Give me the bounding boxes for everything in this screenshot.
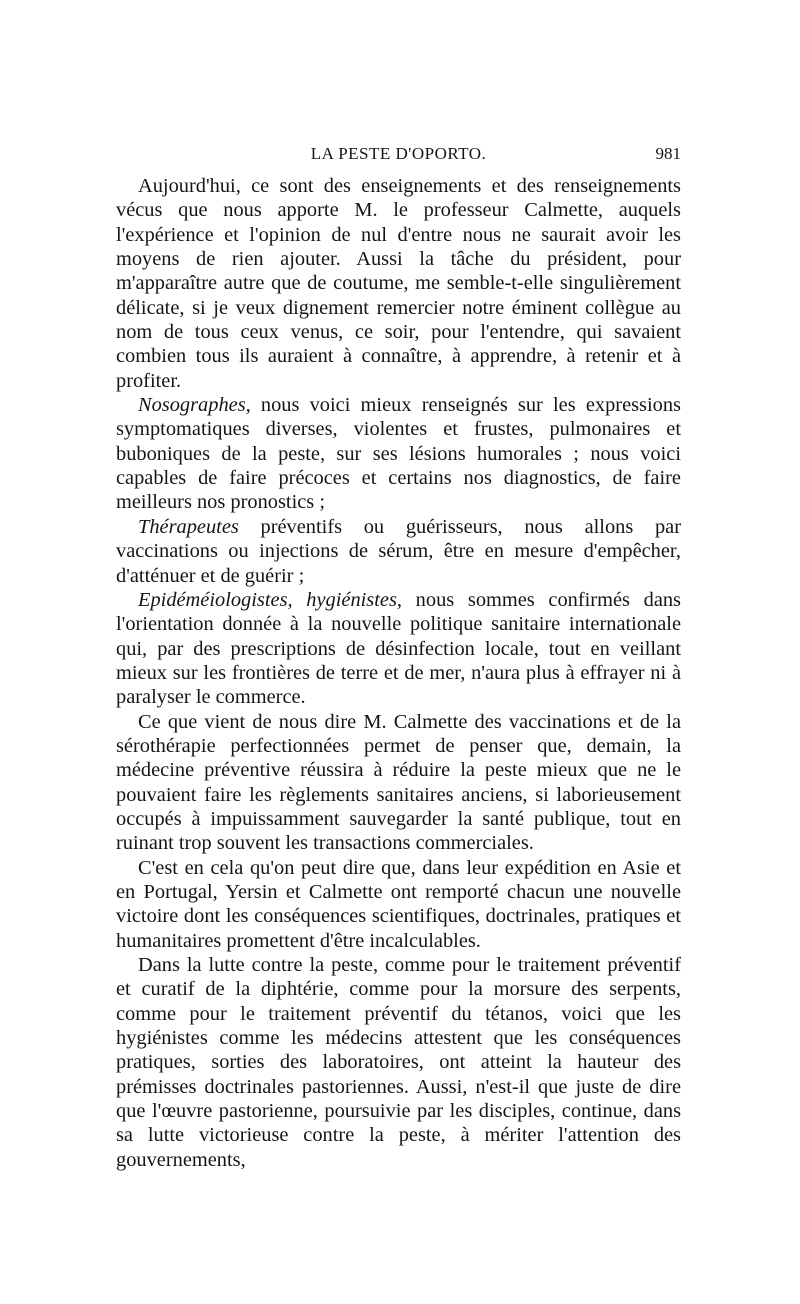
paragraph-4-lead: Epidéméiologistes, hygiénistes, <box>138 588 402 611</box>
body-text <box>116 174 681 1172</box>
paragraph-4 <box>116 588 681 710</box>
running-header <box>116 144 681 170</box>
paragraph-3-lead: Thérapeutes <box>138 515 239 538</box>
paragraph-2 <box>116 393 681 515</box>
paragraph-5-text: Ce que vient de nous dire M. Calmette des vaccinations et de la sérothérapie perfectionnées permet de penser que, demain, la médecine préventive réussira à réduire la peste mieux que ne le pouvaient faire les règlements sanitaires anciens, si laborieusement occupés à impuissamment sauvegarder la santé publique, tout en ruinant trop souvent les transactions commerciales. <box>116 710 681 855</box>
page-number: 981 <box>655 144 681 163</box>
running-title: LA PESTE D'OPORTO. <box>310 144 487 163</box>
paragraph-2-lead: Nosographes, <box>138 394 251 417</box>
paragraph-4-text: nous sommes confirmés dans l'orientation donnée à la nouvelle politique sanitaire internationale qui, par des prescriptions de désinfection locale, tout en veillant mieux sur les frontières de terre et de mer, n'aura plus à effrayer ni à paralyser le commerce. <box>116 588 681 709</box>
paragraph-1-text: Aujourd'hui, ce sont des enseignements et des renseignements vécus que nous apporte M. le professeur Calmette, auquels l'expérience et l'opinion de nul d'entre nous ne saurait avoir les moyens de rien ajouter. Aussi la tâche du président, pour m'apparaître autre que de coutume, me semble-t-elle singulièrement délicate, si je veux dignement remercier notre éminent collègue au nom de tous ceux venus, ce soir, pour l'entendre, qui savaient combien tous ils auraient à connaître, à apprendre, à retenir et à profiter. <box>116 175 681 392</box>
paragraph-3 <box>116 515 681 588</box>
paragraph-6 <box>116 856 681 953</box>
paragraph-7-text: Dans la lutte contre la peste, comme pour le traitement préventif et curatif de la diphtérie, comme pour la morsure des serpents, comme pour le traitement préventif du tétanos, voici que les hygiénistes comme les médecins attestent que les conséquences pratiques, sorties des laboratoires, ont atteint la hauteur des prémisses doctrinales pastoriennes. Aussi, n'est-il que juste de dire que l'œuvre pastorienne, poursuivie par les disciples, continue, dans sa lutte victorieuse contre la peste, à mériter l'attention des gouvernements, <box>116 954 681 1171</box>
paragraph-1 <box>116 174 681 393</box>
paragraph-6-text: C'est en cela qu'on peut dire que, dans leur expédition en Asie et en Portugal, Yersin et Calmette ont remporté chacun une nouvelle victoire dont les conséquences scientifiques, doctrinales, pratiques et humanitaires promettent d'être incalculables. <box>116 856 681 952</box>
paragraph-5 <box>116 710 681 856</box>
paragraph-2-text: nous voici mieux renseignés sur les expressions symptomatiques diverses, violentes et frustes, pulmonaires et buboniques de la peste, sur ses lésions humorales ; nous voici capables de faire précoces et certains nos diagnostics, de faire meilleurs nos pronostics ; <box>116 394 681 514</box>
paragraph-3-text: préventifs ou guérisseurs, nous allons par vaccinations ou injections de sérum, être en mesure d'empêcher, d'atténuer et de guérir ; <box>116 515 681 587</box>
paragraph-7 <box>116 953 681 1172</box>
